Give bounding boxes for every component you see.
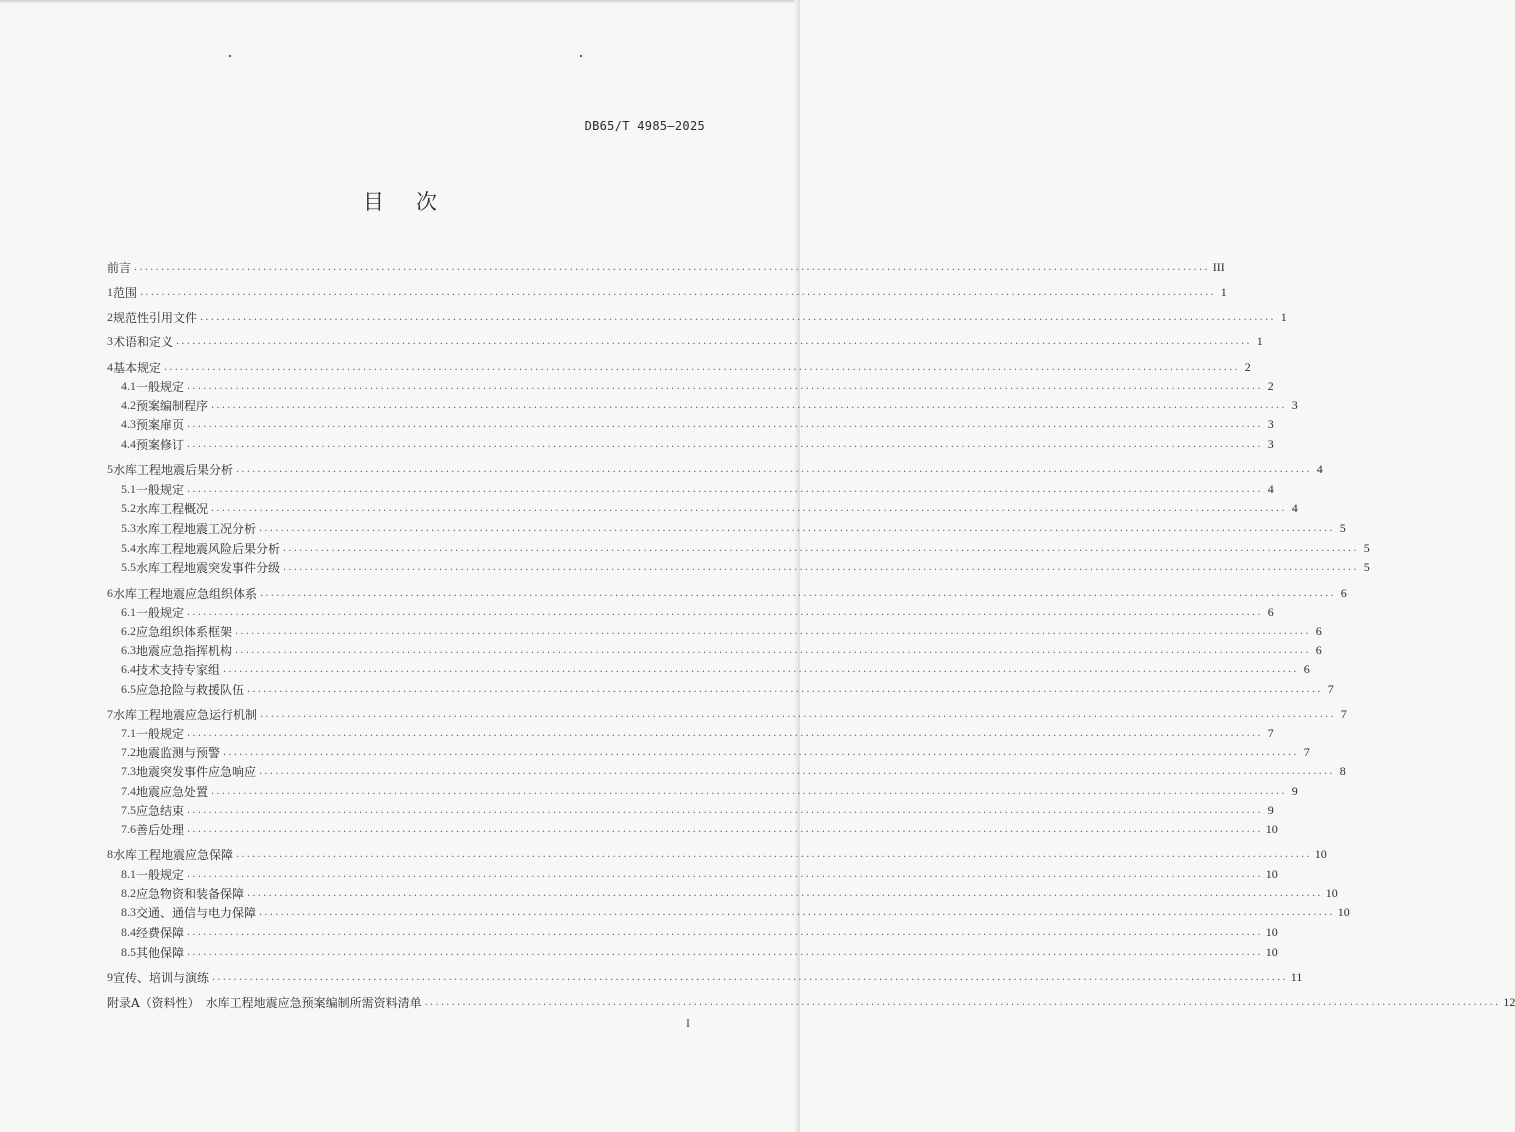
toc-entry-page: 2 [1244, 359, 1251, 374]
toc-entry-number: 6.2 [121, 623, 136, 638]
toc-entry-page: 2 [1267, 378, 1274, 393]
toc-entry[interactable] [121, 884, 1338, 902]
toc-entry-label: 应急组织体系框架 [136, 624, 233, 639]
toc-entry-label: 一般规定 [136, 726, 185, 741]
dot-leader: ........................................................................................................................................................................................................ [424, 996, 1501, 1008]
toc-entry-number: 2 [107, 309, 113, 324]
dot-leader: ........................................................................................................................................................................................................ [223, 663, 1299, 675]
dot-leader: ........................................................................................................................................................................................................ [223, 746, 1299, 758]
toc-entry-number: 5 [107, 461, 113, 476]
toc-entry-number: 6.3 [121, 642, 136, 657]
toc-entry-number: 6.5 [121, 681, 136, 696]
toc-entry-page: 10 [1265, 944, 1278, 959]
toc-entry-label: 应急结束 [136, 803, 185, 818]
toc-entry-number: 7 [107, 706, 113, 721]
toc-entry-label: 预案扉页 [136, 417, 185, 432]
toc-entry-number: 4.3 [121, 416, 136, 431]
toc-entry-number: 8 [107, 846, 113, 861]
toc-entry-page: 10 [1325, 885, 1338, 900]
dot-leader: ........................................................................................................................................................................................................ [187, 926, 1263, 938]
toc-entry[interactable] [121, 499, 1298, 517]
toc-entry-number: 5.5 [121, 559, 136, 574]
toc-entry-page: 3 [1291, 397, 1298, 412]
toc-entry-label: 前言 [107, 260, 132, 275]
toc-entry[interactable] [121, 680, 1334, 698]
toc-entry-label: 预案编制程序 [136, 398, 209, 413]
toc-entry[interactable] [121, 539, 1370, 557]
toc-entry[interactable] [107, 258, 1225, 276]
dot-leader: ........................................................................................................................................................................................................ [260, 587, 1336, 599]
dot-leader: ........................................................................................................................................................................................................ [187, 946, 1263, 958]
dot-leader: ........................................................................................................................................................................................................ [187, 438, 1263, 450]
dot-leader: ........................................................................................................................................................................................................ [212, 971, 1288, 983]
toc-entry-label: 水库工程地震突发事件分级 [136, 560, 281, 575]
toc-entry-page: 10 [1265, 924, 1278, 939]
toc-entry-label: 技术支持专家组 [136, 662, 221, 677]
toc-entry-label: 水库工程地震风险后果分析 [136, 541, 281, 556]
toc-entry-label: 预案修订 [136, 437, 185, 452]
toc-entry-number: 7.5 [121, 802, 136, 817]
toc-entry-page: 7 [1303, 744, 1310, 759]
dot-leader: ........................................................................................................................................................................................................ [236, 463, 1312, 475]
toc-entry-label: 水库工程地震应急运行机制 [113, 707, 258, 722]
toc-entry[interactable] [121, 480, 1274, 498]
toc-entry-label: 基本规定 [113, 360, 162, 375]
toc-entry-number: 1 [107, 284, 113, 299]
toc-entry[interactable] [107, 308, 1287, 326]
toc-entry-number: 7.1 [121, 725, 136, 740]
toc-entry-label: 水库工程地震工况分析 [136, 521, 257, 536]
toc-entry[interactable] [121, 641, 1322, 659]
dot-leader: ........................................................................................................................................................................................................ [247, 887, 1323, 899]
toc-entry[interactable] [107, 993, 1515, 1011]
dot-leader: ........................................................................................................................................................................................................ [259, 906, 1335, 918]
dot-leader: ........................................................................................................................................................................................................ [164, 361, 1240, 373]
toc-entry-number: 6 [107, 585, 113, 600]
toc-entry-number: 7.2 [121, 744, 136, 759]
toc-entry-label: 善后处理 [136, 822, 185, 837]
toc-entry[interactable] [121, 943, 1278, 961]
toc-entry[interactable] [107, 845, 1327, 863]
dot-leader: ........................................................................................................................................................................................................ [235, 644, 1311, 656]
toc-entry-page: 7 [1340, 706, 1347, 721]
toc-entry-number: 7.6 [121, 821, 136, 836]
dot-leader: ........................................................................................................................................................................................................ [187, 418, 1263, 430]
dot-leader: ........................................................................................................................................................................................................ [247, 683, 1323, 695]
toc-entry[interactable] [121, 782, 1298, 800]
toc-entry[interactable] [107, 968, 1303, 986]
toc-entry-number: 4.4 [121, 436, 136, 451]
toc-entry-number: 4.2 [121, 397, 136, 412]
dot-leader: ........................................................................................................................................................................................................ [187, 727, 1263, 739]
dot-leader: ........................................................................................................................................................................................................ [235, 625, 1311, 637]
toc-entry[interactable] [121, 519, 1346, 537]
dot-leader: ........................................................................................................................................................................................................ [187, 868, 1263, 880]
toc-entry-page: 4 [1267, 481, 1274, 496]
toc-entry[interactable] [107, 584, 1347, 602]
toc-entry[interactable] [121, 762, 1346, 780]
toc-entry-label: 范围 [113, 285, 138, 300]
toc-entry-label: 水库工程地震后果分析 [113, 462, 234, 477]
toc-entry-page: 10 [1265, 821, 1278, 836]
toc-entry-page: 4 [1291, 500, 1298, 515]
toc-entry-page: 10 [1265, 866, 1278, 881]
dot-leader: ........................................................................................................................................................................................................ [176, 335, 1252, 347]
toc-entry-label: 地震突发事件应急响应 [136, 764, 257, 779]
toc-entry[interactable] [121, 435, 1274, 453]
dot-leader: ........................................................................................................................................................................................................ [211, 399, 1287, 411]
document-code: DB65/T 4985—2025 [584, 119, 705, 133]
toc-entry-number: 9 [107, 969, 113, 984]
toc-entry[interactable] [121, 724, 1274, 742]
toc-entry-number: 4.1 [121, 378, 136, 393]
toc-entry-label: 交通、通信与电力保障 [136, 905, 257, 920]
dot-leader: ........................................................................................................................................................................................................ [187, 804, 1263, 816]
toc-entry-number: 5.3 [121, 520, 136, 535]
toc-entry-number: 5.1 [121, 481, 136, 496]
page-title: 目次 [363, 190, 469, 214]
toc-entry[interactable] [107, 460, 1323, 478]
toc-entry-page: 5 [1339, 520, 1346, 535]
toc-entry-page: 1 [1280, 309, 1287, 324]
toc-entry[interactable] [107, 283, 1227, 301]
toc-entry-label: 应急抢险与救援队伍 [136, 682, 245, 697]
dot-leader: ........................................................................................................................................................................................................ [259, 522, 1335, 534]
toc-entry-page: 5 [1363, 559, 1370, 574]
toc-entry-page: 7 [1267, 725, 1274, 740]
toc-entry-label: 术语和定义 [113, 334, 174, 349]
toc-entry-number: 3 [107, 333, 113, 348]
toc-entry-label: 一般规定 [136, 482, 185, 497]
toc-entry-label: 地震应急指挥机构 [136, 643, 233, 658]
toc-entry-number: 6.4 [121, 661, 136, 676]
dot-leader: ........................................................................................................................................................................................................ [187, 823, 1263, 835]
dot-leader: ........................................................................................................................................................................................................ [283, 542, 1359, 554]
toc-entry[interactable] [107, 358, 1251, 376]
page-number: I [686, 1016, 690, 1030]
toc-entry[interactable] [121, 622, 1322, 640]
scan-speck [580, 55, 582, 57]
toc-entry-label: 经费保障 [136, 925, 185, 940]
dot-leader: ........................................................................................................................................................................................................ [211, 785, 1287, 797]
toc-entry-page: 1 [1256, 333, 1263, 348]
toc-entry-page: 11 [1290, 969, 1303, 984]
toc-entry-page: 6 [1303, 661, 1310, 676]
toc-entry-label: 附录A（资料性） 水库工程地震应急预案编制所需资料清单 [107, 995, 422, 1010]
toc-entry-page: 6 [1315, 623, 1322, 638]
toc-entry-number: 5.4 [121, 540, 136, 555]
toc-entry-number: 6.1 [121, 604, 136, 619]
scan-speck [229, 55, 231, 57]
toc-entry[interactable] [121, 660, 1310, 678]
toc-entry[interactable] [107, 705, 1347, 723]
toc-entry[interactable] [121, 865, 1278, 883]
toc-entry-number: 5.2 [121, 500, 136, 515]
toc-entry[interactable] [121, 415, 1274, 433]
toc-entry[interactable] [107, 332, 1263, 350]
toc-entry-number: 8.4 [121, 924, 136, 939]
toc-entry-number: 7.4 [121, 783, 136, 798]
toc-entry-page: 3 [1267, 436, 1274, 451]
toc-entry-page: 12 [1503, 994, 1515, 1009]
dot-leader: ........................................................................................................................................................................................................ [187, 606, 1263, 618]
toc-entry-label: 地震监测与预警 [136, 745, 221, 760]
toc-entry-label: 应急物资和装备保障 [136, 886, 245, 901]
toc-entry-number: 4 [107, 359, 113, 374]
toc-entry-number: 8.5 [121, 944, 136, 959]
toc-entry-number: 7.3 [121, 763, 136, 778]
toc-entry-label: 一般规定 [136, 605, 185, 620]
toc-entry-page: 6 [1267, 604, 1274, 619]
toc-entry-page: 9 [1267, 802, 1274, 817]
toc-entry-label: 规范性引用文件 [113, 310, 198, 325]
toc-entry-page: 5 [1363, 540, 1370, 555]
toc-entry[interactable] [121, 743, 1310, 761]
toc-entry-page: 7 [1327, 681, 1334, 696]
toc-entry[interactable] [121, 558, 1370, 576]
toc-entry-page: 8 [1339, 763, 1346, 778]
dot-leader: ........................................................................................................................................................................................................ [200, 311, 1276, 323]
toc-entry-label: 地震应急处置 [136, 784, 209, 799]
toc-entry[interactable] [121, 396, 1298, 414]
toc-entry-label: 水库工程地震应急保障 [113, 847, 234, 862]
toc-entry-label: 水库工程地震应急组织体系 [113, 586, 258, 601]
dot-leader: ........................................................................................................................................................................................................ [236, 848, 1312, 860]
toc-entry-page: 3 [1267, 416, 1274, 431]
dot-leader: ........................................................................................................................................................................................................ [259, 765, 1335, 777]
dot-leader: ........................................................................................................................................................................................................ [134, 261, 1210, 273]
toc-entry-page: 4 [1316, 461, 1323, 476]
toc-entry-number: 8.1 [121, 866, 136, 881]
toc-entry-page: 6 [1315, 642, 1322, 657]
toc-entry-number: 8.3 [121, 904, 136, 919]
toc-entry-label: 其他保障 [136, 945, 185, 960]
toc-entry-label: 一般规定 [136, 867, 185, 882]
dot-leader: ........................................................................................................................................................................................................ [187, 483, 1263, 495]
toc-entry[interactable] [121, 820, 1278, 838]
toc-entry[interactable] [121, 603, 1274, 621]
toc-entry-page: 10 [1314, 846, 1327, 861]
dot-leader: ........................................................................................................................................................................................................ [140, 286, 1216, 298]
toc-entry-page: 6 [1340, 585, 1347, 600]
dot-leader: ........................................................................................................................................................................................................ [211, 502, 1287, 514]
toc-entry[interactable] [121, 801, 1274, 819]
toc-entry-label: 一般规定 [136, 379, 185, 394]
toc-entry-number: 8.2 [121, 885, 136, 900]
toc-entry-label: 水库工程概况 [136, 501, 209, 516]
toc-entry-page: 1 [1220, 284, 1227, 299]
scan-top-edge [0, 0, 800, 4]
toc-entry[interactable] [121, 923, 1278, 941]
toc-entry-page: III [1212, 259, 1225, 274]
toc-entry[interactable] [121, 903, 1350, 921]
dot-leader: ........................................................................................................................................................................................................ [187, 380, 1263, 392]
dot-leader: ........................................................................................................................................................................................................ [283, 561, 1359, 573]
toc-entry-page: 9 [1291, 783, 1298, 798]
dot-leader: ........................................................................................................................................................................................................ [260, 708, 1336, 720]
toc-entry-page: 10 [1337, 904, 1350, 919]
toc-entry[interactable] [121, 377, 1274, 395]
toc-entry-label: 宣传、培训与演练 [113, 970, 210, 985]
